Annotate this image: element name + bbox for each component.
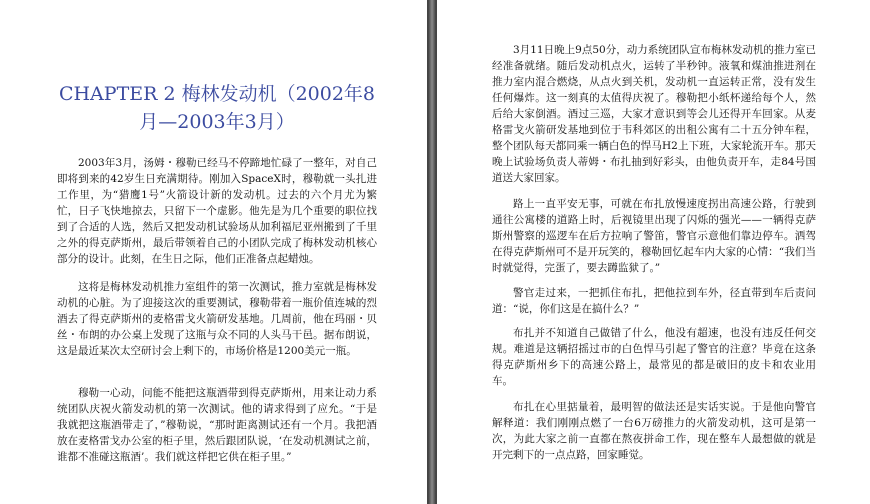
- paragraph: 3月11日晚上9点50分，动力系统团队宣布梅林发动机的推力室已经准备就绪。随后发动机点火，运转了半秒钟。液氧和煤油推进剂在推力室内混合燃烧，从点火到关机，发动机一直运转正常，没有发生任何爆炸。这一刻真的太值得庆祝了。穆勒把小纸杯递给每个人，然后给大家倒酒。酒过三巡，大家才意识到等会儿还得开车回家。从麦格雷戈火箭研发基地到位于韦科郊区的出租公寓有二十五分钟车程，整个团队每天都同乘一辆白色的悍马H2上下班，大家轮流开车。那天晚上试验场负责人蒂姆・布扎抽到好彩头，由他负责开车，走84号国道送大家回家。: [492, 44, 816, 184]
- right-page: [436, 0, 870, 504]
- paragraph: 2003年3月，汤姆・穆勒已经马不停蹄地忙碌了一整年，对自己即将到来的42岁生日充满期待。刚加入SpaceX时，穆勒就一头扎进工作里，为“猎鹰1号”火箭设计新的发动机。过去的六个月尤为繁忙，日子飞快地掠去，只留下一个虚影。他先是为几个重要的职位找到了合适的人选，然后又把发动机试验场从加利福尼亚州搬到了千里之外的得克萨斯州，最后带领着自己的小团队完成了梅林发动机核心部分的设计。此刻，在生日之际，他们正准备点起蜡烛。: [57, 157, 377, 265]
- paragraph: 布扎并不知道自己做错了什么，他没有超速，也没有违反任何交规。难道是这辆招摇过市的白色悍马引起了警官的注意？毕竟在这条得克萨斯州乡下的高速公路上，最常见的都是破旧的皮卡和农业用车。: [492, 327, 816, 387]
- paragraph: 路上一直平安无事，可就在布扎放慢速度拐出高速公路，行驶到通往公寓楼的道路上时，后视镜里出现了闪烁的强光——一辆得克萨斯州警察的巡逻车在后方拉响了警笛，警官示意他们靠边停车。洒驾在得克萨斯州可不是开玩笑的，穆勒回忆起车内大家的心情：“我们当时就觉得，完蛋了，要去蹲监狱了。”: [492, 198, 816, 274]
- chapter-title: CHAPTER 2 梅林发动机（2002年8月—2003年3月）: [58, 83, 376, 133]
- paragraph: 布扎在心里掂量着，最明智的做法还是实话实说。于是他向警官解释道：我们刚刚点燃了一台6万磅推力的火箭发动机，这可是第一次，为此大家之前一直都在熬夜拼命工作，现在整车人最想做的就是开完剩下的一点点路，回家睡觉。: [492, 401, 816, 461]
- paragraph: 穆勒一心动，问能不能把这瓶酒带到得克萨斯州，用来让动力系统团队庆祝火箭发动机的第一次测试。他的请求得到了应允。“于是我就把这瓶酒带走了，”穆勒说，“那时距离测试还有一个月。我把酒放在麦格雷戈办公室的柜子里，然后跟团队说，‘在发动机测试之前，谁都不准碰这瓶酒’。我们就这样把它供在柜子里。”: [57, 387, 377, 463]
- page-gutter: [428, 0, 436, 504]
- paragraph: 警官走过来，一把抓住布扎，把他拉到车外，径直带到车后责问道：“说，你们这是在搞什么？”: [492, 287, 816, 315]
- paragraph: 这将是梅林发动机推力室组件的第一次测试，推力室就是梅林发动机的心脏。为了迎接这次的重要测试，穆勒带着一瓶价值连城的烈酒去了得克萨斯州的麦格雷戈火箭研发基地。几周前，他在玛丽・贝丝・布朗的办公桌上发现了这瓶与众不同的人头马干邑。据布朗说，这是最近某次太空研讨会上剩下的，市场价格是1200美元一瓶。: [57, 281, 377, 357]
- left-page: [0, 0, 428, 504]
